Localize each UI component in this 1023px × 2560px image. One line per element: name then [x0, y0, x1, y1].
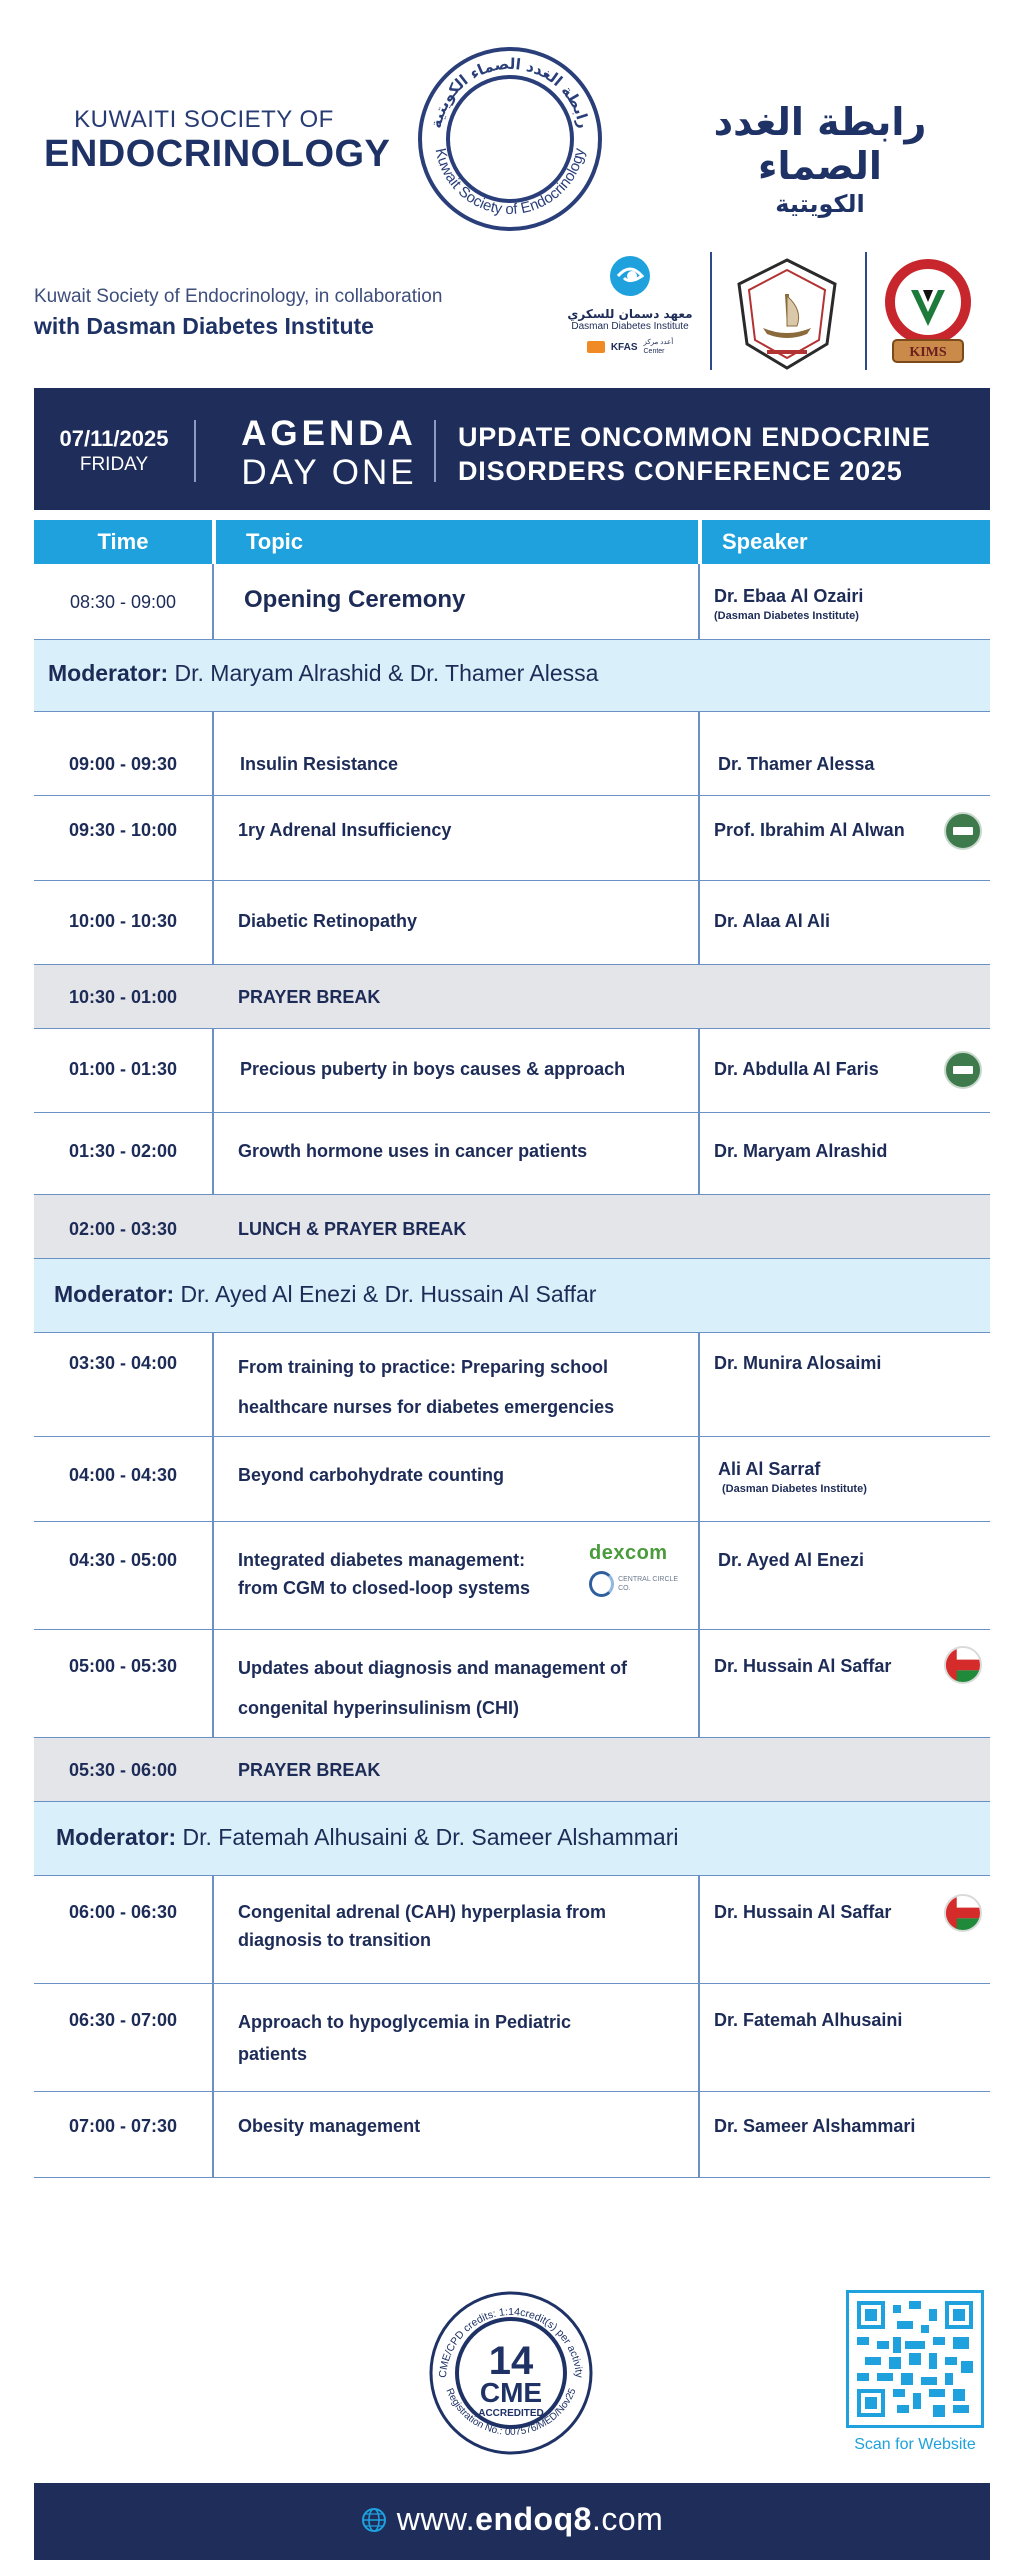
moderator-names: Dr. Maryam Alrashid & Dr. Thamer Alessa	[174, 660, 599, 686]
session-speaker: Dr. Ebaa Al Ozairi	[714, 586, 864, 606]
table-row	[34, 1437, 990, 1522]
session-topic: From training to practice: Preparing school healthcare nurses for diabetes emergencies	[238, 1357, 615, 1417]
break-time: 02:00 - 03:30	[68, 1219, 178, 1239]
dasman-english-name: Dasman Diabetes Institute	[571, 321, 689, 332]
session-topic: Beyond carbohydrate counting	[238, 1465, 505, 1485]
speaker-affiliation: (Dasman Diabetes Institute)	[714, 610, 859, 622]
cme-accredited-label: ACCREDITED	[478, 2408, 544, 2419]
session-speaker: Dr. Ayed Al Enezi	[718, 1550, 865, 1570]
green-flag-icon	[944, 812, 982, 850]
session-speaker: Dr. Hussain Al Saffar	[714, 1902, 892, 1922]
kse-wordmark	[44, 106, 391, 175]
table-row	[34, 1630, 990, 1738]
qr-code-icon	[857, 2301, 973, 2417]
session-time: 07:00 - 07:30	[68, 2116, 178, 2136]
session-speaker-block	[718, 1459, 948, 1495]
table-row	[34, 1113, 990, 1195]
break-row	[34, 1195, 990, 1259]
moderator-text	[48, 660, 598, 687]
break-label: PRAYER BREAK	[238, 1760, 381, 1780]
kims-emblem-icon	[883, 256, 973, 368]
session-time: 10:00 - 10:30	[68, 911, 178, 931]
kse-line1: KUWAITI SOCIETY OF	[74, 106, 334, 133]
moderator-label: Moderator:	[56, 1824, 177, 1850]
dexcom-sponsor-logo	[589, 1542, 689, 1597]
central-circle-icon	[589, 1571, 614, 1597]
cme-credit-number: 14	[488, 2339, 534, 2383]
arabic-line2: الكويتية	[775, 190, 865, 218]
table-row	[34, 1029, 990, 1113]
table-row	[34, 1984, 990, 2092]
session-speaker: Dr. Maryam Alrashid	[714, 1141, 888, 1161]
arabic-wordmark	[655, 100, 985, 218]
session-speaker: Dr. Hussain Al Saffar	[714, 1656, 892, 1676]
moderator-row	[34, 1259, 990, 1333]
kse-seal-logo	[415, 44, 605, 234]
event-date-block	[34, 426, 194, 476]
website-qr-code[interactable]	[846, 2290, 984, 2428]
session-time: 01:30 - 02:00	[68, 1141, 178, 1161]
session-time: 05:00 - 05:30	[68, 1656, 178, 1676]
kfas-sub-label: أعدد مركز Center	[643, 339, 674, 355]
moderator-names: Dr. Fatemah Alhusaini & Dr. Sameer Alshammari	[182, 1824, 679, 1850]
session-speaker: Dr. Munira Alosaimi	[714, 1353, 882, 1373]
cme-ring-text: CME/CPD credits: 1:14credit(s) per activity	[436, 2305, 586, 2379]
session-topic: Diabetic Retinopathy	[238, 911, 418, 931]
column-header-speaker: Speaker	[702, 520, 990, 564]
session-topic: Obesity management	[238, 2116, 421, 2136]
kfas-logo	[565, 338, 695, 356]
moderator-text	[56, 1824, 679, 1851]
kuwait-medical-association-logo	[727, 254, 847, 372]
logo-divider	[710, 252, 712, 370]
table-row	[34, 881, 990, 965]
session-topic: 1ry Adrenal Insufficiency	[238, 820, 452, 840]
session-topic: Opening Ceremony	[244, 586, 466, 613]
agenda-title: AGENDA	[241, 414, 417, 453]
conference-title	[458, 420, 978, 488]
seal-arabic-text: رابطة الغدد الصماء الكويتية	[426, 54, 594, 130]
speaker-affiliation: (Dasman Diabetes Institute)	[722, 1483, 867, 1495]
seal-english-text: Kuwait Society of Endocrinology	[431, 146, 589, 219]
conference-title-line2: DISORDERS CONFERENCE 2025	[458, 456, 903, 486]
moderator-names: Dr. Ayed Al Enezi & Dr. Hussain Al Saffar	[180, 1281, 597, 1307]
oman-flag-icon	[944, 1894, 982, 1932]
central-circle-label: CENTRAL CIRCLE CO.	[618, 1576, 679, 1592]
session-speaker-block	[714, 586, 944, 622]
moderator-label: Moderator:	[48, 660, 169, 686]
session-topic: Integrated diabetes management: from CGM to closed-loop systems	[238, 1550, 531, 1598]
agenda-banner	[34, 388, 990, 510]
dasman-logo	[565, 254, 695, 356]
kims-label: KIMS	[909, 345, 947, 360]
qr-caption: Scan for Website	[854, 2436, 976, 2453]
banner-divider	[434, 420, 436, 482]
cme-registration-text: Registration No.: 007576/MED/Nov25	[443, 2386, 579, 2439]
break-label: LUNCH & PRAYER BREAK	[238, 1219, 467, 1239]
session-speaker: Dr. Alaa Al Ali	[714, 911, 831, 931]
dexcom-wordmark: dexcom	[589, 1542, 668, 1564]
session-speaker: Dr. Sameer Alshammari	[714, 2116, 916, 2136]
session-time: 01:00 - 01:30	[68, 1059, 178, 1079]
table-row	[34, 1522, 990, 1630]
globe-icon	[361, 2507, 387, 2533]
agenda-table	[34, 520, 990, 2178]
moderator-row	[34, 640, 990, 712]
column-header-topic: Topic	[216, 520, 698, 564]
table-row	[34, 796, 990, 881]
session-topic: Approach to hypoglycemia in Pediatric patients	[238, 2012, 572, 2064]
moderator-text	[54, 1281, 596, 1308]
table-header	[34, 520, 990, 564]
session-time: 08:30 - 09:00	[69, 592, 177, 612]
central-circle-logo	[589, 1571, 689, 1597]
moderator-label: Moderator:	[54, 1281, 175, 1307]
break-label: PRAYER BREAK	[238, 987, 381, 1007]
green-flag-icon	[944, 1051, 982, 1089]
collaboration-text	[34, 286, 442, 340]
kfas-label: KFAS	[610, 341, 638, 353]
agenda-title-block	[214, 414, 444, 492]
logo-divider	[865, 252, 867, 370]
event-day: FRIDAY	[79, 454, 149, 475]
day-one-title: DAY ONE	[241, 453, 417, 492]
kse-line2: ENDOCRINOLOGY	[44, 133, 391, 175]
kfas-mark-icon	[587, 341, 605, 353]
page-header	[0, 0, 1023, 240]
moderator-row	[34, 1802, 990, 1876]
session-speaker: Dr. Thamer Alessa	[718, 754, 875, 774]
session-topic: Insulin Resistance	[240, 754, 399, 774]
dasman-swirl-icon	[608, 254, 652, 298]
banner-divider	[194, 420, 196, 482]
break-time: 05:30 - 06:00	[68, 1760, 178, 1780]
session-speaker: Ali Al Sarraf	[718, 1459, 821, 1479]
table-row	[34, 1876, 990, 1984]
kims-logo	[883, 256, 973, 373]
svg-text:Kuwait Society of Endocrinolog	[432, 146, 589, 218]
event-date: 07/11/2025	[59, 426, 169, 451]
dasman-arabic-name: معهد دسمان للسكري	[567, 307, 693, 321]
session-time: 09:30 - 10:00	[68, 820, 178, 840]
url-domain: endoq8	[475, 2501, 592, 2537]
session-speaker: Prof. Ibrahim Al Alwan	[714, 820, 905, 840]
break-time: 10:30 - 01:00	[68, 987, 178, 1007]
table-row	[34, 564, 990, 640]
session-topic: Precious puberty in boys causes & approach	[240, 1059, 626, 1079]
session-speaker: Dr. Abdulla Al Faris	[714, 1059, 879, 1079]
url-www: www.	[396, 2501, 476, 2537]
arabic-line1: رابطة الغدد الصماء	[713, 100, 927, 188]
collaboration-line2: with Dasman Diabetes Institute	[34, 313, 374, 339]
break-row	[34, 965, 990, 1029]
collaboration-line1: Kuwait Society of Endocrinology, in collaboration	[34, 286, 443, 307]
conference-title-line1: UPDATE ONCOMMON ENDOCRINE	[458, 422, 931, 452]
session-topic: Growth hormone uses in cancer patients	[238, 1141, 588, 1161]
website-link[interactable]	[361, 2501, 664, 2538]
footer-bar	[34, 2483, 990, 2560]
session-time: 04:30 - 05:00	[68, 1550, 178, 1570]
cme-label: CME	[479, 2377, 543, 2408]
website-url	[397, 2501, 664, 2538]
table-row	[34, 1333, 990, 1437]
table-row	[34, 2092, 990, 2178]
url-tld: .com	[591, 2501, 664, 2537]
session-time: 09:00 - 09:30	[68, 754, 178, 774]
cme-accreditation-badge	[428, 2290, 594, 2456]
table-row	[34, 712, 990, 796]
session-time: 06:00 - 06:30	[68, 1902, 178, 1922]
oman-flag-icon	[944, 1646, 982, 1684]
session-time: 06:30 - 07:00	[68, 2010, 178, 2030]
column-header-time: Time	[34, 520, 212, 564]
break-row	[34, 1738, 990, 1802]
session-speaker: Dr. Fatemah Alhusaini	[714, 2010, 903, 2030]
session-topic: Congenital adrenal (CAH) hyperplasia from diagnosis to transition	[238, 1902, 607, 1950]
partner-logos	[565, 248, 995, 378]
session-topic: Updates about diagnosis and management of congenital hyperinsulinism (CHI)	[238, 1658, 628, 1718]
session-time: 04:00 - 04:30	[68, 1465, 178, 1485]
session-time: 03:30 - 04:00	[68, 1353, 178, 1373]
